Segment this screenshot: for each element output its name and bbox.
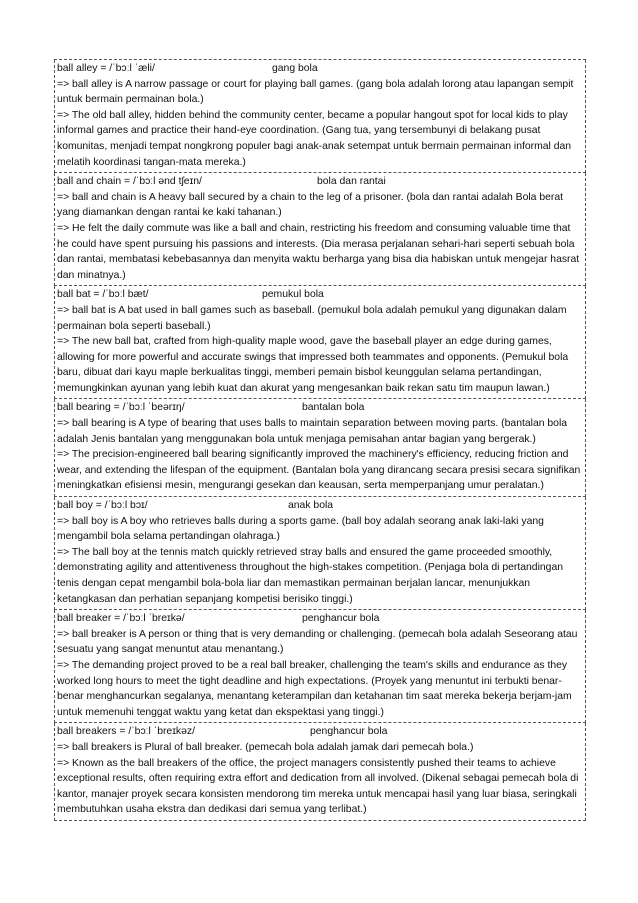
- headword-pronunciation: ball boy = /ˈbɔːl bɔɪ/: [57, 500, 148, 512]
- example-text: => He felt the daily commute was like a ball and chain, restricting his freedom and consuming valuable time that he could have spent pursuing his passions and interests. (Dia merasa perjalanan sehari-hari seperti sebuah bola dan rantai, membatasi kebebasannya dan menyita waktu berharga yang bisa dia habiskan untuk mengejar hasrat dan minatnya.): [57, 222, 580, 281]
- definition-text: => ball and chain is A heavy ball secured by a chain to the leg of a prisoner. (bola dan rantai adalah Bola berat yang diamankan dengan rantai ke kaki tahanan.): [57, 191, 564, 219]
- entry-heading: [57, 287, 583, 303]
- dictionary-entry: [54, 723, 586, 821]
- headword-pronunciation: ball breaker = /ˈbɔːl ˈbreɪkə/: [57, 613, 185, 625]
- entry-heading: [57, 611, 583, 627]
- example-text: => The precision-engineered ball bearing significantly improved the machinery's efficiency, reducing friction and wear, and extending the lifespan of the equipment. (Bantalan bola yang dirancang secara presisi secara signifikan meningkatkan efisiensi mesin, mengurangi gesekan dan keausan, serta memperpanjang umur peralatan.): [57, 449, 581, 492]
- translation: pemukul bola: [262, 289, 324, 301]
- translation: penghancur bola: [302, 613, 380, 625]
- definition-text: => ball alley is A narrow passage or court for playing ball games. (gang bola adalah lorong atau lapangan sempit untuk bermain permainan bola.): [57, 78, 574, 106]
- definition-text: => ball breaker is A person or thing that is very demanding or challenging. (pemecah bola adalah Seseorang atau sesuatu yang sangat menuntut atau menantang.): [57, 628, 578, 656]
- entry-heading: [57, 61, 583, 77]
- dictionary-page: [54, 59, 586, 821]
- entry-heading: [57, 174, 583, 190]
- entry-heading: [57, 724, 583, 740]
- definition-text: => ball boy is A boy who retrieves balls during a sports game. (ball boy adalah seorang anak laki-laki yang mengambil bola selama pertandingan olahraga.): [57, 515, 544, 543]
- dictionary-entry: [54, 610, 586, 723]
- dictionary-entry: [54, 60, 586, 173]
- example-text: => The new ball bat, crafted from high-quality maple wood, gave the baseball player an edge during games, allowing for more powerful and accurate swings that impressed both teammates and opponents. (Pemukul bola baru, dibuat dari kayu maple berkualitas tinggi, memberi pemain bisbol keunggulan selama pertandingan, memungkinkan ayunan yang lebih kuat dan akurat yang mengesankan baik rekan satu tim maupun lawan.): [57, 336, 569, 394]
- headword-pronunciation: ball bat = /ˈbɔːl bæt/: [57, 289, 149, 301]
- example-text: => The old ball alley, hidden behind the community center, became a popular hangout spot for local kids to play informal games and practice their hand-eye coordination. (Gang tua, yang tersembunyi di belakang pusat komunitas, menjadi tempat nongkrong populer bagi anak-anak setempat untuk bermain permainan informal dan melatih koordinasi tangan-mata mereka.): [57, 109, 572, 168]
- dictionary-entry: [54, 497, 586, 610]
- dictionary-entry: [54, 399, 586, 497]
- entry-heading: [57, 400, 583, 416]
- definition-text: => ball breakers is Plural of ball breaker. (pemecah bola adalah jamak dari pemecah bola.): [57, 741, 474, 753]
- headword-pronunciation: ball breakers = /ˈbɔːl ˈbreɪkəz/: [57, 726, 195, 738]
- translation: bantalan bola: [302, 402, 365, 414]
- definition-text: => ball bearing is A type of bearing that uses balls to maintain separation between moving parts. (bantalan bola adalah Jenis bantalan yang menggunakan bola untuk menjaga pemisahan antar bagian yang bergerak.): [57, 418, 568, 445]
- dictionary-entry: [54, 173, 586, 286]
- translation: penghancur bola: [310, 726, 388, 738]
- headword-pronunciation: ball alley = /ˈbɔːl ˈæli/: [57, 63, 155, 74]
- headword-pronunciation: ball bearing = /ˈbɔːl ˈbeərɪŋ/: [57, 402, 185, 414]
- translation: gang bola: [272, 63, 318, 74]
- headword-pronunciation: ball and chain = /ˈbɔːl ənd tʃeɪn/: [57, 176, 202, 188]
- translation: anak bola: [288, 500, 334, 512]
- translation: bola dan rantai: [317, 176, 386, 188]
- example-text: => The demanding project proved to be a real ball breaker, challenging the team's skills and endurance as they worked long hours to meet the tight deadline and high expectations. (Proyek yang menuntut ini terbukti benar-benar menghancurkan segalanya, menantang keterampilan dan ketahanan tim saat mereka bekerja berjam-jam untuk memenuhi tenggat waktu yang ketat dan ekspektasi yang tinggi.): [57, 659, 572, 718]
- example-text: => Known as the ball breakers of the office, the project managers consistently pushed their teams to achieve exceptional results, often requiring extra effort and dedication from all involved. (Dikenal sebagai pemecah bola di kantor, manajer proyek secara konsisten mendorong tim mereka untuk mencapai hasil yang luar biasa, seringkali membutuhkan usaha ekstra dan dedikasi dari semua yang terlibat.): [57, 757, 579, 816]
- definition-text: => ball bat is A bat used in ball games such as baseball. (pemukul bola adalah pemukul yang digunakan dalam permainan bola seperti baseball.): [57, 304, 567, 332]
- entry-heading: [57, 498, 583, 514]
- dictionary-entry: [54, 286, 586, 399]
- example-text: => The ball boy at the tennis match quickly retrieved stray balls and ensured the game proceeded smoothly, demonstrating agility and attentiveness throughout the high-stakes competition. (Penjaga bola di pertandingan tenis dengan cepat mengambil bola-bola liar dan memastikan permainan berjalan lancar, menunjukkan ketangkasan dan perhatian sepanjang kompetisi berisiko tinggi.): [57, 546, 564, 605]
